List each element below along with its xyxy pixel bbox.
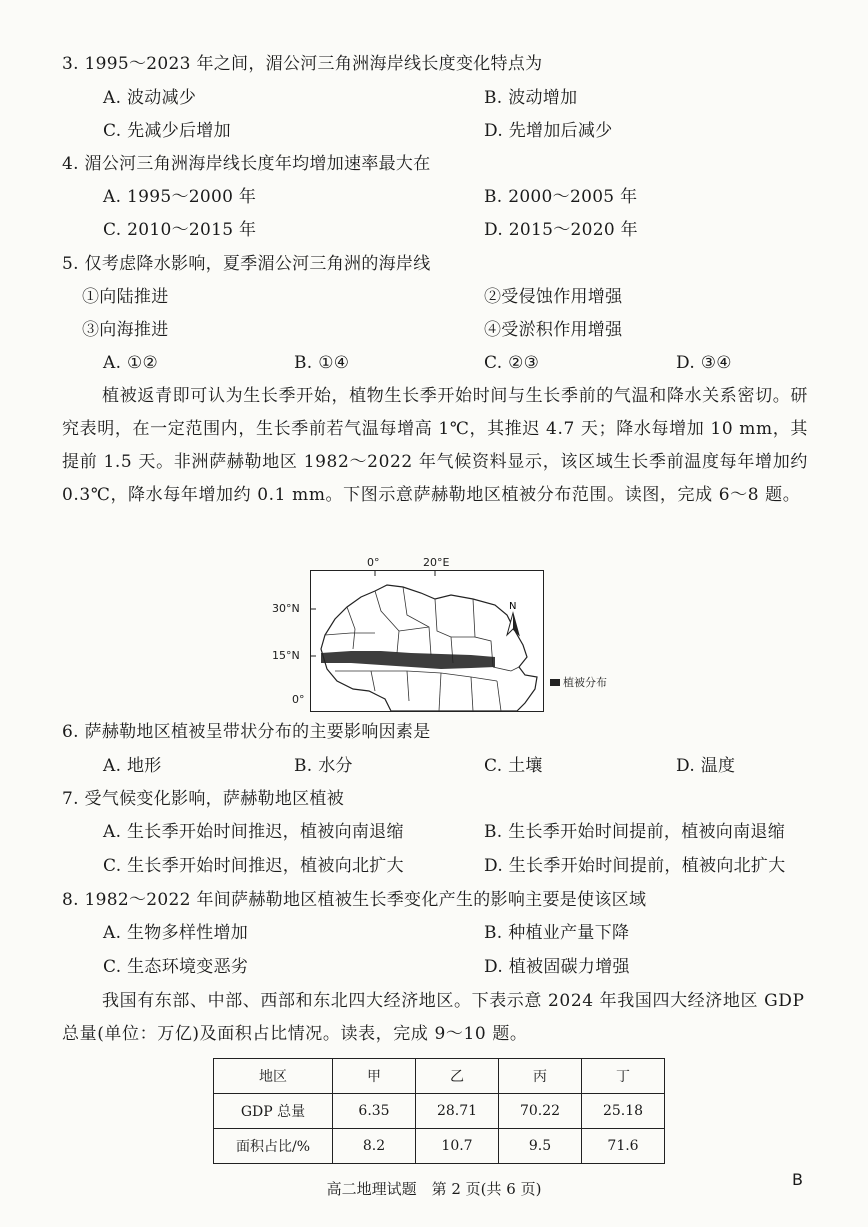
q7-option-c: C. 生长季开始时间推迟，植被向北扩大 — [103, 856, 404, 876]
table-cell: 6.35 — [333, 1094, 416, 1129]
table-cell: GDP 总量 — [214, 1094, 333, 1129]
table-cell: 71.6 — [582, 1129, 665, 1164]
q6-option-d: D. 温度 — [676, 756, 736, 776]
table-header-cell: 甲 — [333, 1059, 416, 1094]
legend-swatch — [550, 679, 560, 686]
q6-option-b: B. 水分 — [294, 756, 353, 776]
q8-option-a: A. 生物多样性增加 — [103, 923, 249, 943]
q4-option-a: A. 1995～2000 年 — [103, 187, 257, 207]
gdp-area-table — [213, 1058, 665, 1164]
intro-paragraph-6-8: 植被返青即可认为生长季开始，植物生长季开始时间与生长季前的气温和降水关系密切。研究表明，在一定范围内，生长季前若气温每增高 1℃，其推迟 4.7 天；降水每增加 10 mm，其提前 1.5 天。非洲萨赫勒地区 1982～2022 年气候资料显示，该区域生长季前温度每年增加约 0.3℃，降水每年增加约 0.1 mm。下图示意萨赫勒地区植被分布范围。读图，完成 6～8 题。 — [62, 386, 808, 505]
table-cell: 面积占比/% — [214, 1129, 333, 1164]
intro-paragraph-9-10: 我国有东部、中部、西部和东北四大经济地区。下表示意 2024 年我国四大经济地区 GDP 总量(单位：万亿)及面积占比情况。读表，完成 9～10 题。 — [62, 991, 805, 1044]
lat-0-label: 0° — [292, 693, 305, 706]
table-cell: 10.7 — [416, 1129, 499, 1164]
paper-version-mark: B — [792, 1170, 803, 1189]
q7-option-d: D. 生长季开始时间提前，植被向北扩大 — [484, 856, 786, 876]
sahel-vegetation-map — [270, 555, 630, 715]
table-cell: 25.18 — [582, 1094, 665, 1129]
table-cell: 8.2 — [333, 1129, 416, 1164]
q7-stem: 7. 受气候变化影响，萨赫勒地区植被 — [62, 789, 345, 809]
q4-option-c: C. 2010～2015 年 — [103, 220, 257, 240]
q5-option-d: D. ③④ — [676, 353, 732, 373]
q5-statement-2: ②受侵蚀作用增强 — [484, 287, 623, 307]
africa-map-graphic — [311, 571, 543, 711]
q5-option-b: B. ①④ — [294, 353, 350, 373]
q8-option-c: C. 生态环境变恶劣 — [103, 957, 249, 977]
q5-statement-4: ④受淤积作用增强 — [484, 320, 623, 340]
q3-option-a: A. 波动减少 — [103, 88, 197, 108]
q7-option-a: A. 生长季开始时间推迟，植被向南退缩 — [103, 822, 404, 842]
q5-statement-3: ③向海推进 — [82, 320, 169, 340]
table-header-cell: 丙 — [499, 1059, 582, 1094]
q8-option-d: D. 植被固碳力增强 — [484, 957, 630, 977]
q3-option-c: C. 先减少后增加 — [103, 121, 231, 141]
q6-option-c: C. 土壤 — [484, 756, 543, 776]
q4-option-b: B. 2000～2005 年 — [484, 187, 638, 207]
table-header-cell: 丁 — [582, 1059, 665, 1094]
map-frame — [310, 570, 544, 712]
q4-option-d: D. 2015～2020 年 — [484, 220, 638, 240]
q8-stem: 8. 1982～2022 年间萨赫勒地区植被生长季变化产生的影响主要是使该区域 — [62, 890, 647, 910]
q7-option-b: B. 生长季开始时间提前，植被向南退缩 — [484, 822, 785, 842]
table-row — [214, 1129, 665, 1164]
north-label: N — [509, 601, 517, 612]
q3-stem: 3. 1995～2023 年之间，湄公河三角洲海岸线长度变化特点为 — [62, 54, 543, 74]
lon-0-label: 0° — [367, 556, 380, 569]
table-header-cell: 乙 — [416, 1059, 499, 1094]
lat-30n-label: 30°N — [272, 602, 300, 615]
table-header-cell: 地区 — [214, 1059, 333, 1094]
q8-option-b: B. 种植业产量下降 — [484, 923, 630, 943]
map-legend — [550, 674, 607, 690]
table-row — [214, 1094, 665, 1129]
q5-statement-1: ①向陆推进 — [82, 287, 169, 307]
table-cell: 70.22 — [499, 1094, 582, 1129]
q6-option-a: A. 地形 — [103, 756, 162, 776]
legend-label: 植被分布 — [563, 676, 607, 689]
q6-stem: 6. 萨赫勒地区植被呈带状分布的主要影响因素是 — [62, 722, 431, 742]
table-header-row — [214, 1059, 665, 1094]
table-cell: 9.5 — [499, 1129, 582, 1164]
lon-20e-label: 20°E — [423, 556, 450, 569]
q3-option-d: D. 先增加后减少 — [484, 121, 613, 141]
table-cell: 28.71 — [416, 1094, 499, 1129]
lat-15n-label: 15°N — [272, 649, 300, 662]
q5-option-a: A. ①② — [103, 353, 159, 373]
q5-stem: 5. 仅考虑降水影响，夏季湄公河三角洲的海岸线 — [62, 254, 431, 274]
page-footer: 高二地理试题 第 2 页(共 6 页) — [326, 1180, 542, 1198]
q4-stem: 4. 湄公河三角洲海岸线长度年均增加速率最大在 — [62, 154, 431, 174]
q5-option-c: C. ②③ — [484, 353, 540, 373]
q3-option-b: B. 波动增加 — [484, 88, 578, 108]
